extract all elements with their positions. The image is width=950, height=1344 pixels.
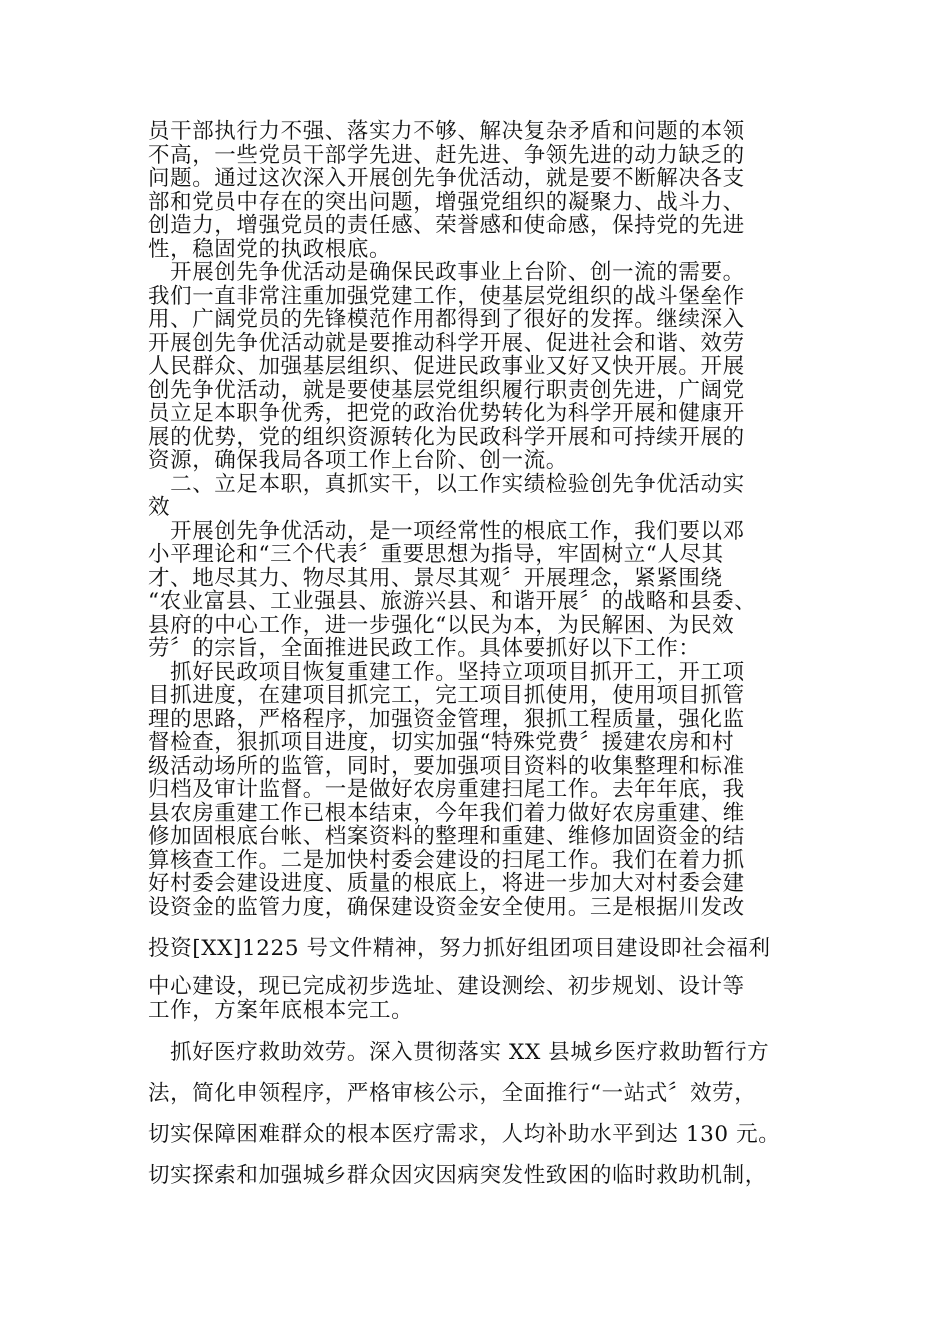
text-block-main bbox=[148, 120, 828, 919]
section-heading: 效 bbox=[148, 495, 171, 520]
text-line: 小平理论和“三个代表〞重要思想为指导，牢固树立“人尽其 bbox=[148, 542, 724, 567]
text-line: 法，简化申领程序，严格审核公示，全面推行“一站式〞效劳， bbox=[148, 1081, 757, 1106]
text-line: 开展创先争优活动就是要推动科学开展、促进社会和谐、效劳 bbox=[148, 330, 745, 356]
text-block-loose-c bbox=[148, 1032, 828, 1196]
text-line: 我们一直非常注重加强党建工作，使基层党组织的战斗堡垒作 bbox=[148, 283, 745, 309]
text-line: 问题。通过这次深入开展创先争优活动，就是要不断解决各支 bbox=[148, 166, 745, 191]
text-line: “农业富县、工业强县、旅游兴县、和谐开展〞的战略和县委、 bbox=[148, 589, 757, 614]
text-line: 目抓进度，在建项目抓完工，完工项目抓使用，使用项目抓管 bbox=[148, 683, 745, 708]
text-line: 切实保障困难群众的根本医疗需求，人均补助水平到达 130 元。 bbox=[148, 1122, 781, 1147]
text-line: 创先争优活动，就是要使基层党组织履行职责创先进，广阔党 bbox=[148, 377, 745, 403]
text-line: 算核查工作。二是加快村委会建设的扫尾工作。我们在着力抓 bbox=[148, 847, 745, 873]
text-line: 员立足本职争优秀，把党的政治优势转化为科学开展和健康开 bbox=[148, 401, 745, 426]
text-line: 切实探索和加强城乡群众因灾因病突发性致困的临时救助机制， bbox=[148, 1163, 767, 1188]
text-line: 创造力，增强党员的责任感、荣誉感和使命感，保持党的先进 bbox=[148, 213, 745, 238]
text-line: 劳〞的宗旨，全面推进民政工作。具体要抓好以下工作： bbox=[148, 636, 701, 661]
text-line: 人民群众、加强基层组织、促进民政事业又好又快开展。开展 bbox=[148, 354, 745, 379]
text-line: 县农房重建工作已根本结束，今年我们着力做好农房重建、维 bbox=[148, 800, 745, 826]
text-block-loose-a bbox=[148, 928, 828, 969]
text-line: 抓好民政项目恢复重建工作。坚持立项项目抓开工，开工项 bbox=[148, 659, 745, 685]
text-line: 工作，方案年底根本完工。 bbox=[148, 997, 414, 1023]
text-line: 用、广阔党员的先锋模范作用都得到了很好的发挥。继续深入 bbox=[148, 307, 745, 332]
text-line: 开展创先争优活动是确保民政事业上台阶、创一流的需要。 bbox=[148, 260, 745, 285]
text-line: 修加固根底台帐、档案资料的整理和重建、维修加固资金的结 bbox=[148, 824, 745, 849]
text-line: 不高，一些党员干部学先进、赶先进、争领先进的动力缺乏的 bbox=[148, 142, 745, 168]
section-heading: 二、立足本职，真抓实干，以工作实绩检验创先争优活动实 bbox=[148, 471, 745, 497]
text-block-tight-b bbox=[148, 975, 828, 1022]
text-line: 性，稳固党的执政根底。 bbox=[148, 236, 392, 262]
text-line: 好村委会建设进度、质量的根底上，将进一步加大对村委会建 bbox=[148, 871, 745, 896]
text-line: 县府的中心工作，进一步强化“以民为本，为民解困、为民效 bbox=[148, 612, 735, 638]
text-line: 部和党员中存在的突出问题，增强党组织的凝聚力、战斗力、 bbox=[148, 189, 745, 215]
text-line: 投资[XX]1225 号文件精神，努力抓好组团项目建设即社会福利 bbox=[148, 936, 771, 961]
text-line: 展的优势，党的组织资源转化为民政科学开展和可持续开展的 bbox=[148, 424, 745, 450]
text-line: 中心建设，现已完成初步选址、建设测绘、初步规划、设计等 bbox=[148, 974, 745, 999]
text-line: 设资金的监管力度，确保建设资金安全使用。三是根据川发改 bbox=[148, 894, 745, 920]
text-line: 抓好医疗救助效劳。深入贯彻落实 XX 县城乡医疗救助暂行方 bbox=[148, 1040, 770, 1065]
text-line: 理的思路，严格程序，加强资金管理，狠抓工程质量，强化监 bbox=[148, 706, 745, 732]
text-line: 员干部执行力不强、落实力不够、解决复杂矛盾和问题的本领 bbox=[148, 119, 745, 144]
text-line: 才、地尽其力、物尽其用、景尽其观〞开展理念，紧紧围绕 bbox=[148, 565, 723, 591]
text-line: 级活动场所的监管，同时，要加强项目资料的收集整理和标准 bbox=[148, 753, 745, 779]
document-page bbox=[148, 120, 828, 1196]
text-line: 资源，确保我局各项工作上台阶、创一流。 bbox=[148, 448, 568, 473]
text-line: 督检查，狠抓项目进度，切实加强“特殊党费〞援建农房和村 bbox=[148, 730, 735, 755]
text-line: 开展创先争优活动，是一项经常性的根底工作，我们要以邓 bbox=[148, 518, 745, 544]
text-line: 归档及审计监督。一是做好农房重建扫尾工作。去年年底，我 bbox=[148, 777, 745, 802]
